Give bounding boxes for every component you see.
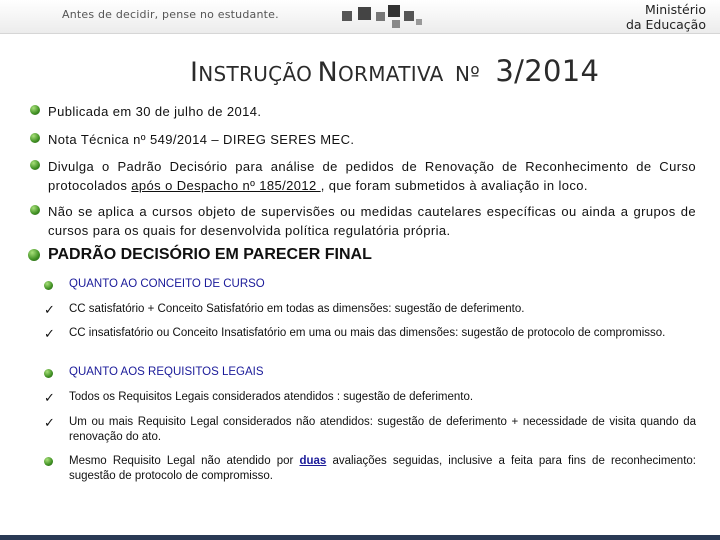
title-word-1: NSTRUÇÃO <box>198 62 313 86</box>
green-bullet-icon <box>44 457 53 466</box>
bullet-text <box>48 157 696 195</box>
item-text: Um ou mais Requisito Legal considerados não atendidos: sugestão de deferimento + necessidade de visita quando da renovação do ato. <box>69 416 696 443</box>
checkmark-icon: ✓ <box>44 326 55 341</box>
checkmark-icon: ✓ <box>44 415 55 430</box>
section-heading <box>28 246 372 264</box>
green-bullet-icon <box>30 105 40 115</box>
checkmark-icon: ✓ <box>44 302 55 317</box>
subsection-title <box>44 366 264 378</box>
list-item <box>44 415 696 445</box>
ministry-logo-text <box>626 2 706 32</box>
footer-bar <box>0 535 720 540</box>
list-item <box>44 454 696 484</box>
tagline: Antes de decidir, pense no estudante. <box>62 8 279 21</box>
green-bullet-icon <box>44 369 53 378</box>
list-item <box>30 202 696 240</box>
green-bullet-icon <box>30 160 40 170</box>
item-text-part: Mesmo Requisito Legal não atendido por <box>69 455 300 467</box>
title-number: 3/2014 <box>495 54 600 88</box>
checkmark-icon: ✓ <box>44 390 55 405</box>
green-bullet-icon <box>28 249 40 261</box>
item-text: Todos os Requisitos Legais considerados atendidos : sugestão de deferimento. <box>69 391 474 403</box>
bullet-text: Não se aplica a cursos objeto de supervisões ou medidas cautelares específicas ou ainda a grupos de cursos para os quais for desenvolvida política regulatória própria. <box>48 204 696 238</box>
header-bar <box>0 0 720 34</box>
item-text: CC satisfatório + Conceito Satisfatório em todas as dimensões: sugestão de deferimento. <box>69 303 525 315</box>
green-bullet-icon <box>30 133 40 143</box>
underlined-text: após o Despacho nº 185/2012 <box>131 178 321 193</box>
item-text-part: avaliações seguidas, inclusive a feita para fins de reconhecimento: sugestão de protocolo de compromisso. <box>69 455 696 482</box>
green-bullet-icon <box>44 281 53 290</box>
list-item <box>44 390 696 406</box>
bullet-text-part: Divulga o Padrão Decisório para análise de pedidos de Renovação de Reconhecimento de Curso protocolados <box>48 159 696 193</box>
item-text: CC insatisfatório ou Conceito Insatisfatório em uma ou mais das dimensões: sugestão de protocolo de compromisso. <box>69 327 666 339</box>
title-initial-2: N <box>317 57 339 88</box>
subsection-title-text: QUANTO AOS REQUISITOS LEGAIS <box>69 366 264 378</box>
ministry-line1: Ministério <box>644 2 706 17</box>
list-item <box>44 326 696 342</box>
bullet-text-part: , que foram submetidos à avaliação in loco. <box>320 178 588 193</box>
title-number-sign: Nº <box>455 62 481 86</box>
bullet-text: Publicada em 30 de julho de 2014. <box>48 104 262 119</box>
green-bullet-icon <box>30 205 40 215</box>
list-item <box>30 130 696 149</box>
list-item <box>44 302 696 318</box>
list-item <box>30 102 696 121</box>
bullet-text: Nota Técnica nº 549/2014 – DIREG SERES MEC. <box>48 132 355 147</box>
list-item <box>30 157 696 195</box>
ministry-line2: da Educação <box>625 17 706 32</box>
subsection-title-text: QUANTO AO CONCEITO DE CURSO <box>69 278 265 290</box>
logo-squares-icon <box>342 3 422 31</box>
section-heading-text: PADRÃO DECISÓRIO EM PARECER FINAL <box>48 246 372 263</box>
title-word-2: ORMATIVA <box>338 62 444 86</box>
title-initial-1: I <box>190 57 199 88</box>
page-title <box>190 54 599 88</box>
subsection-title <box>44 278 265 290</box>
duas-link[interactable]: duas <box>299 455 327 467</box>
item-text <box>69 454 696 484</box>
